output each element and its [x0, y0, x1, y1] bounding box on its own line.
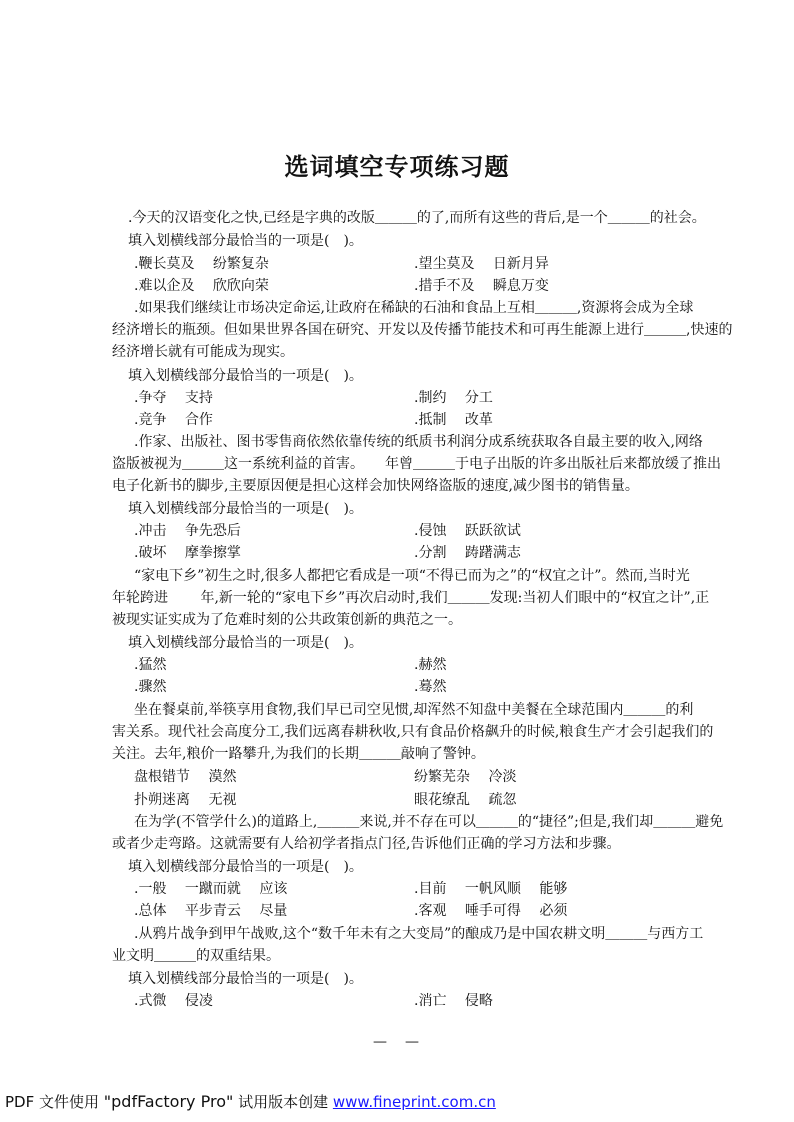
pdf-watermark	[5, 1091, 496, 1112]
page-title: 选词填空专项练习题	[284, 153, 510, 181]
answer-option: .目前 一帆风顺 能够	[414, 881, 568, 897]
answer-option: 盘根错节 漠然	[134, 769, 237, 785]
answer-option: .抵制 改革	[414, 412, 493, 428]
answer-option: “家电下乡”初生之时,很多人都把它看成是一项“不得已而为之”的“权宜之计”。然而,当时光	[134, 568, 690, 584]
answer-option: .竞争 合作	[134, 412, 213, 428]
answer-option: .式微 侵凌	[134, 993, 213, 1009]
answer-option: .客观 唾手可得 必须	[414, 903, 568, 919]
answer-option: .赫然	[414, 657, 447, 673]
answer-option: .从鸦片战争到甲午战败,这个“数千年未有之大变局”的酿成乃是中国农耕文明＿＿＿与西方工	[134, 926, 704, 942]
text-line: 填入划横线部分最恰当的一项是( )。	[128, 368, 363, 384]
answer-option: .猛然	[134, 657, 167, 673]
pdf-footer-prefix: PDF 文件使用	[5, 1093, 104, 1111]
answer-option: .破坏 摩拳擦掌	[134, 545, 241, 561]
answer-option: .作家、出版社、图书零售商依然依靠传统的纸质书利润分成系统获取各自最主要的收入,网络	[134, 434, 703, 450]
answer-option: .侵蚀 跃跃欲试	[414, 523, 521, 539]
text-line: 填入划横线部分最恰当的一项是( )。	[128, 971, 363, 987]
answer-option: 纷繁芜杂 冷淡	[414, 769, 517, 785]
text-line: .今天的汉语变化之快,已经是字典的改版＿＿＿的了,而所有这些的背后,是一个＿＿＿的社会。	[128, 210, 706, 226]
text-line: 填入划横线部分最恰当的一项是( )。	[128, 635, 363, 651]
text-line: 关注。去年,粮价一路攀升,为我们的长期＿＿＿敲响了警钟。	[112, 746, 485, 762]
text-line: 盗版被视为＿＿＿这一系统利益的首害。 年曾＿＿＿于电子出版的许多出版社后来都放缓了推出	[112, 456, 721, 472]
answer-option: 眼花缭乱 疏忽	[414, 792, 517, 808]
text-line: 被现实证实成为了危难时刻的公共政策创新的典范之一。	[112, 612, 462, 628]
answer-option: .骤然	[134, 679, 167, 695]
answer-option: 坐在餐桌前,举筷享用食物,我们早已司空见惯,却浑然不知盘中美餐在全球范围内＿＿＿的利	[134, 702, 694, 718]
answer-option: .冲击 争先恐后	[134, 523, 241, 539]
text-line: 电子化新书的脚步,主要原因便是担心这样会加快网络盗版的速度,减少图书的销售量。	[112, 478, 639, 494]
answer-option: .分割 踌躇满志	[414, 545, 521, 561]
answer-option: .难以企及 欣欣向荣	[134, 278, 269, 294]
answer-option: .消亡 侵略	[414, 993, 493, 1009]
page-number-dash: ——	[373, 1034, 437, 1050]
answer-option: .制约 分工	[414, 390, 493, 406]
answer-option: .总体 平步青云 尽量	[134, 903, 288, 919]
answer-option: .鞭长莫及 纷繁复杂	[134, 256, 269, 272]
answer-option: .争夺 支持	[134, 390, 213, 406]
answer-option: .措手不及 瞬息万变	[414, 278, 549, 294]
answer-option: .一般 一蹴而就 应该	[134, 881, 288, 897]
answer-option: .望尘莫及 日新月异	[414, 256, 549, 272]
text-line: 填入划横线部分最恰当的一项是( )。	[128, 501, 363, 517]
text-line: 经济增长的瓶颈。但如果世界各国在研究、开发以及传播节能技术和可再生能源上进行＿＿＿,快速的	[112, 322, 733, 338]
text-line: 害关系。现代社会高度分工,我们远离春耕秋收,只有食品价格飙升的时候,粮食生产才会引起我们的	[112, 724, 714, 740]
text-line: 业文明＿＿＿的双重结果。	[112, 948, 280, 964]
pdf-footer-suffix: 试用版本创建	[233, 1093, 333, 1111]
text-line: 经济增长就有可能成为现实。	[112, 344, 294, 360]
text-line: 填入划横线部分最恰当的一项是( )。	[128, 859, 363, 875]
text-line: 或者少走弯路。这就需要有人给初学者指点门径,告诉他们正确的学习方法和步骤。	[112, 836, 621, 852]
text-line: 年轮跨进 年,新一轮的“家电下乡”再次启动时,我们＿＿＿发现:当初人们眼中的“权宜之计”,正	[112, 590, 710, 606]
fineprint-link[interactable]: www.fineprint.com.cn	[332, 1093, 496, 1111]
answer-option: 在为学(不管学什么)的道路上,＿＿＿来说,并不存在可以＿＿＿的“捷径”;但是,我们却＿＿＿避免	[134, 814, 724, 830]
text-line: 填入划横线部分最恰当的一项是( )。	[128, 233, 363, 249]
pdf-footer-brand: "pdfFactory Pro"	[103, 1092, 234, 1111]
answer-option: .蓦然	[414, 679, 447, 695]
answer-option: .如果我们继续让市场决定命运,让政府在稀缺的石油和食品上互相＿＿＿,资源将会成为全球	[134, 300, 694, 316]
answer-option: 扑朔迷离 无视	[134, 792, 237, 808]
